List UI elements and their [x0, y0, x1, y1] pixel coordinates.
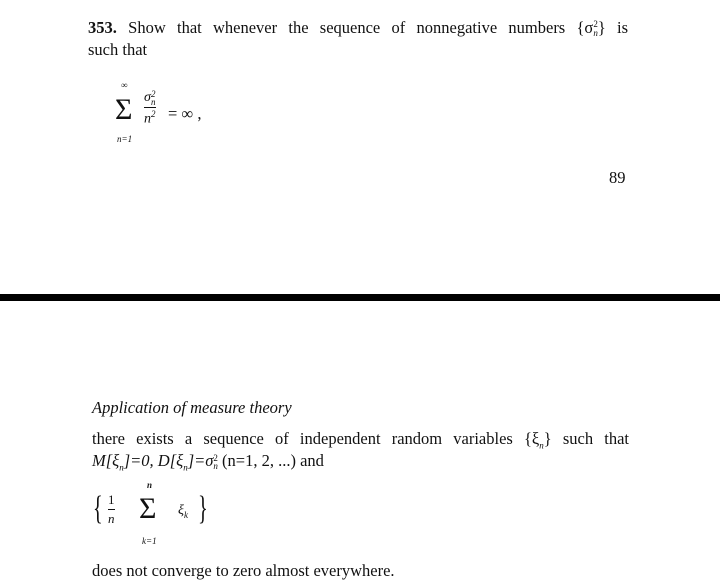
continuation-line-2: $M[\xi_n]=0$, $D[\xi_n]=\sigma$ 2 n (n=1, 2, ...) and — [92, 451, 324, 473]
problem-line-2: such that — [88, 40, 148, 59]
problem-text-end: is — [617, 18, 629, 37]
sum-lower-limit: n=1 — [117, 134, 133, 144]
sum-upper-limit: ∞ — [121, 80, 128, 90]
fraction-sigma-over-n: σ 2 n $n^2$ — [144, 89, 156, 127]
fraction-one-over-n: $\frac{1}{n}$ — [108, 492, 115, 526]
page-number: 89 — [609, 168, 626, 187]
sum-rhs: = ∞ , — [168, 104, 202, 123]
continuation-line-1: there exists a sequence of independent random variables $\{\xi_n\}$ such that — [92, 429, 629, 451]
sum-term: $\xi_k$ — [178, 503, 188, 520]
brace-open: { — [93, 490, 103, 527]
problem-text: Show that whenever the sequence of nonnegative numbers — [128, 18, 566, 37]
problem-number: 353. — [88, 18, 117, 37]
sum-upper-limit-2: n — [147, 480, 153, 490]
sum-lower-limit-2: k=1 — [142, 536, 157, 546]
page-separator — [0, 294, 720, 301]
sum-symbol-2: Σ — [139, 492, 157, 525]
brace-close: } — [198, 490, 208, 527]
sum-symbol: Σ — [115, 93, 133, 126]
sigma-set: {σ 2 n } — [576, 18, 606, 39]
conclusion-text: does not converge to zero almost everywhere. — [92, 561, 395, 580]
problem-line-1 — [88, 18, 628, 38]
section-header: Application of measure theory — [92, 398, 292, 417]
